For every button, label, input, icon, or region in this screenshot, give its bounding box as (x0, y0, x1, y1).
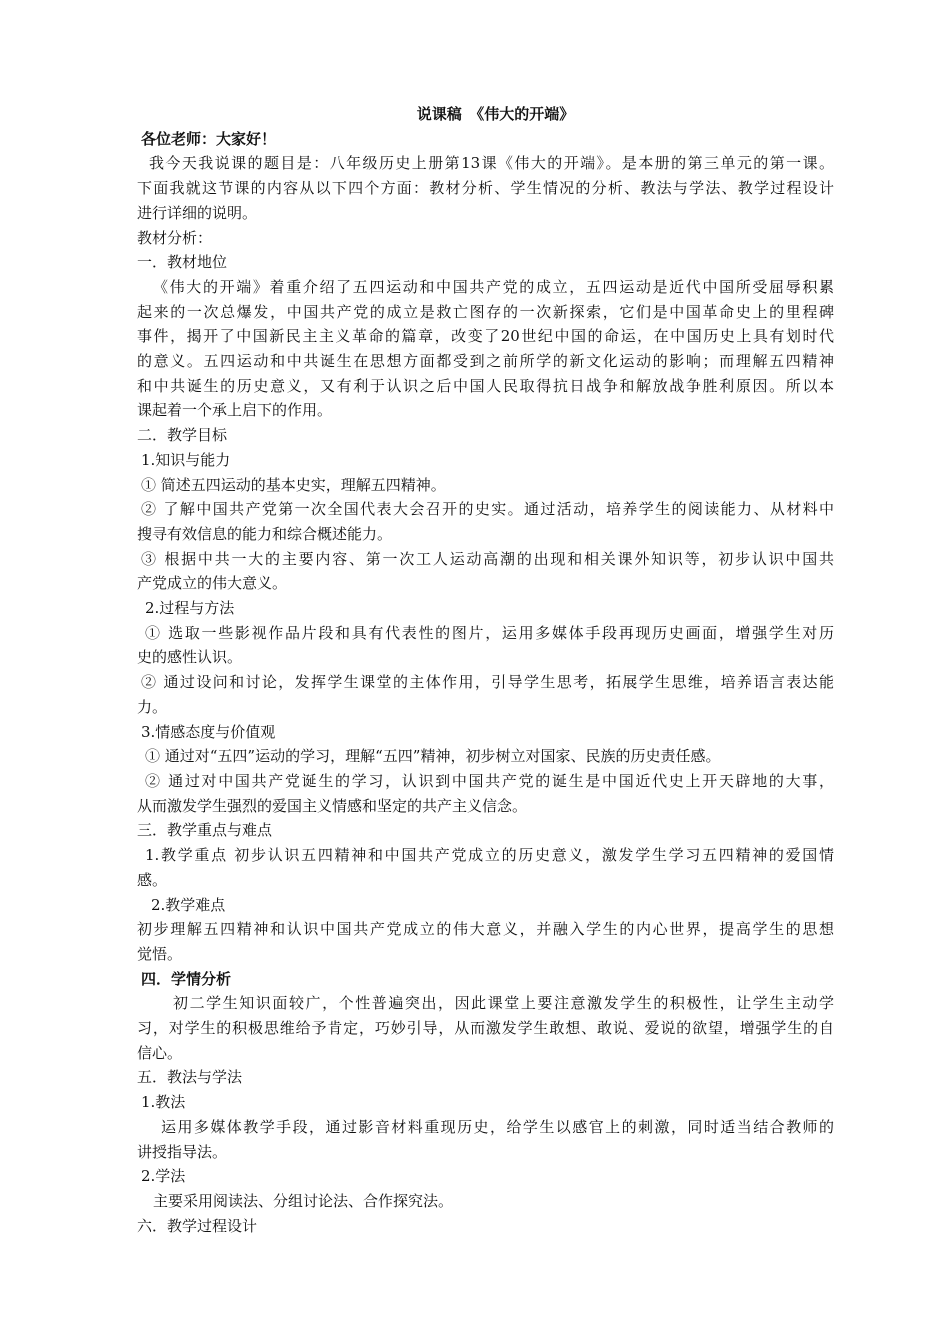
text-line: 1.知识与能力 (141, 450, 231, 469)
text-line: 五．教法与学法 (137, 1068, 243, 1087)
text-line: 产党成立的伟大意义。 (137, 574, 288, 593)
section-heading-4: 四．学情分析 (141, 969, 232, 988)
text-line: 3.情感态度与价值观 (141, 722, 276, 741)
text-line: 三．教学重点与难点 (137, 821, 273, 840)
text-line: ① 选取一些影视作品片段和具有代表性的图片，运用多媒体手段再现历史画面，增强学生对历 (145, 623, 834, 642)
body-section-2 (137, 991, 834, 1238)
text-line: 搜寻有效信息的能力和综合概述能力。 (137, 524, 393, 543)
text-line: ② 通过设问和讨论，发挥学生课堂的主体作用，引导学生思考，拓展学生思维，培养语言表达能 (141, 673, 834, 692)
text-line: 2.过程与方法 (145, 599, 235, 618)
text-line: ① 通过对“五四”运动的学习，理解“五四”精神，初步树立对国家、民族的历史责任感。 (145, 747, 721, 766)
text-line: 进行详细的说明。 (137, 203, 258, 222)
text-line: 二．教学目标 (137, 426, 228, 445)
greeting: 各位老师：大家好！ (141, 129, 277, 148)
text-line: 教材分析： (137, 228, 213, 247)
text-line: 习，对学生的积极思维给予肯定，巧妙引导，从而激发学生敢想、敢说、爱说的欲望，增强学生的自 (137, 1019, 834, 1038)
text-line: 初二学生知识面较广，个性普遍突出，因此课堂上要注意激发学生的积极性，让学生主动学 (173, 994, 834, 1013)
text-line: 和中共诞生的历史意义，又有利于认识之后中国人民取得抗日战争和解放战争胜利原因。所以本 (137, 376, 834, 395)
text-line: 史的感性认识。 (137, 648, 243, 667)
text-line: 从而激发学生强烈的爱国主义情感和坚定的共产主义信念。 (137, 796, 528, 815)
document-page (137, 102, 834, 1238)
text-line: 事件，揭开了中国新民主主义革命的篇章，改变了20世纪中国的命运，在中国历史上具有划时代 (137, 327, 834, 346)
text-line: 下面我就这节课的内容从以下四个方面：教材分析、学生情况的分析、教法与学法、教学过程设计 (137, 179, 834, 198)
text-line: 2.教学难点 (151, 895, 226, 914)
text-line: 1.教法 (141, 1093, 186, 1112)
text-line: 感。 (137, 870, 168, 889)
text-line: 力。 (137, 697, 168, 716)
text-line: ② 通过对中国共产党诞生的学习，认识到中国共产党的诞生是中国近代史上开天辟地的大事， (145, 771, 834, 790)
text-line: 主要采用阅读法、分组讨论法、合作探究法。 (153, 1191, 454, 1210)
text-line: 六．教学过程设计 (137, 1216, 258, 1235)
text-line: 觉悟。 (137, 944, 183, 963)
text-line: 初步理解五四精神和认识中国共产党成立的伟大意义，并融入学生的内心世界，提高学生的思想 (137, 920, 834, 939)
text-line: 课起着一个承上启下的作用。 (137, 401, 333, 420)
body-section-1 (137, 151, 834, 966)
text-line: ③ 根据中共一大的主要内容、第一次工人运动高潮的出现和相关课外知识等，初步认识中国共 (141, 549, 834, 568)
text-line: 的意义。五四运动和中共诞生在思想方面都受到之前所学的新文化运动的影响；而理解五四精神 (137, 352, 834, 371)
text-line: 信心。 (137, 1043, 183, 1062)
document-title: 说课稿 《伟大的开端》 (416, 105, 575, 123)
text-line: 《伟大的开端》着重介绍了五四运动和中国共产党的成立，五四运动是近代中国所受屈辱积累 (153, 277, 834, 296)
text-line: ① 简述五四运动的基本史实，理解五四精神。 (141, 475, 446, 494)
text-line: 起来的一次总爆发，中国共产党的成立是救亡图存的一次新探索，它们是中国革命史上的里程碑 (137, 302, 834, 321)
text-line: 2.学法 (141, 1167, 186, 1186)
text-line: ② 了解中国共产党第一次全国代表大会召开的史实。通过活动，培养学生的阅读能力、从材料中 (141, 500, 834, 519)
text-line: 运用多媒体教学手段，通过影音材料重现历史，给学生以感官上的刺激，同时适当结合教师的 (161, 1117, 834, 1136)
text-line: 一．教材地位 (137, 253, 228, 272)
text-line: 讲授指导法。 (137, 1142, 228, 1161)
text-line: 1.教学重点 初步认识五四精神和中国共产党成立的历史意义，激发学生学习五四精神的爱国情 (145, 846, 834, 865)
text-line: 我今天我说课的题目是：八年级历史上册第13课《伟大的开端》。是本册的第三单元的第一课。 (149, 154, 834, 173)
